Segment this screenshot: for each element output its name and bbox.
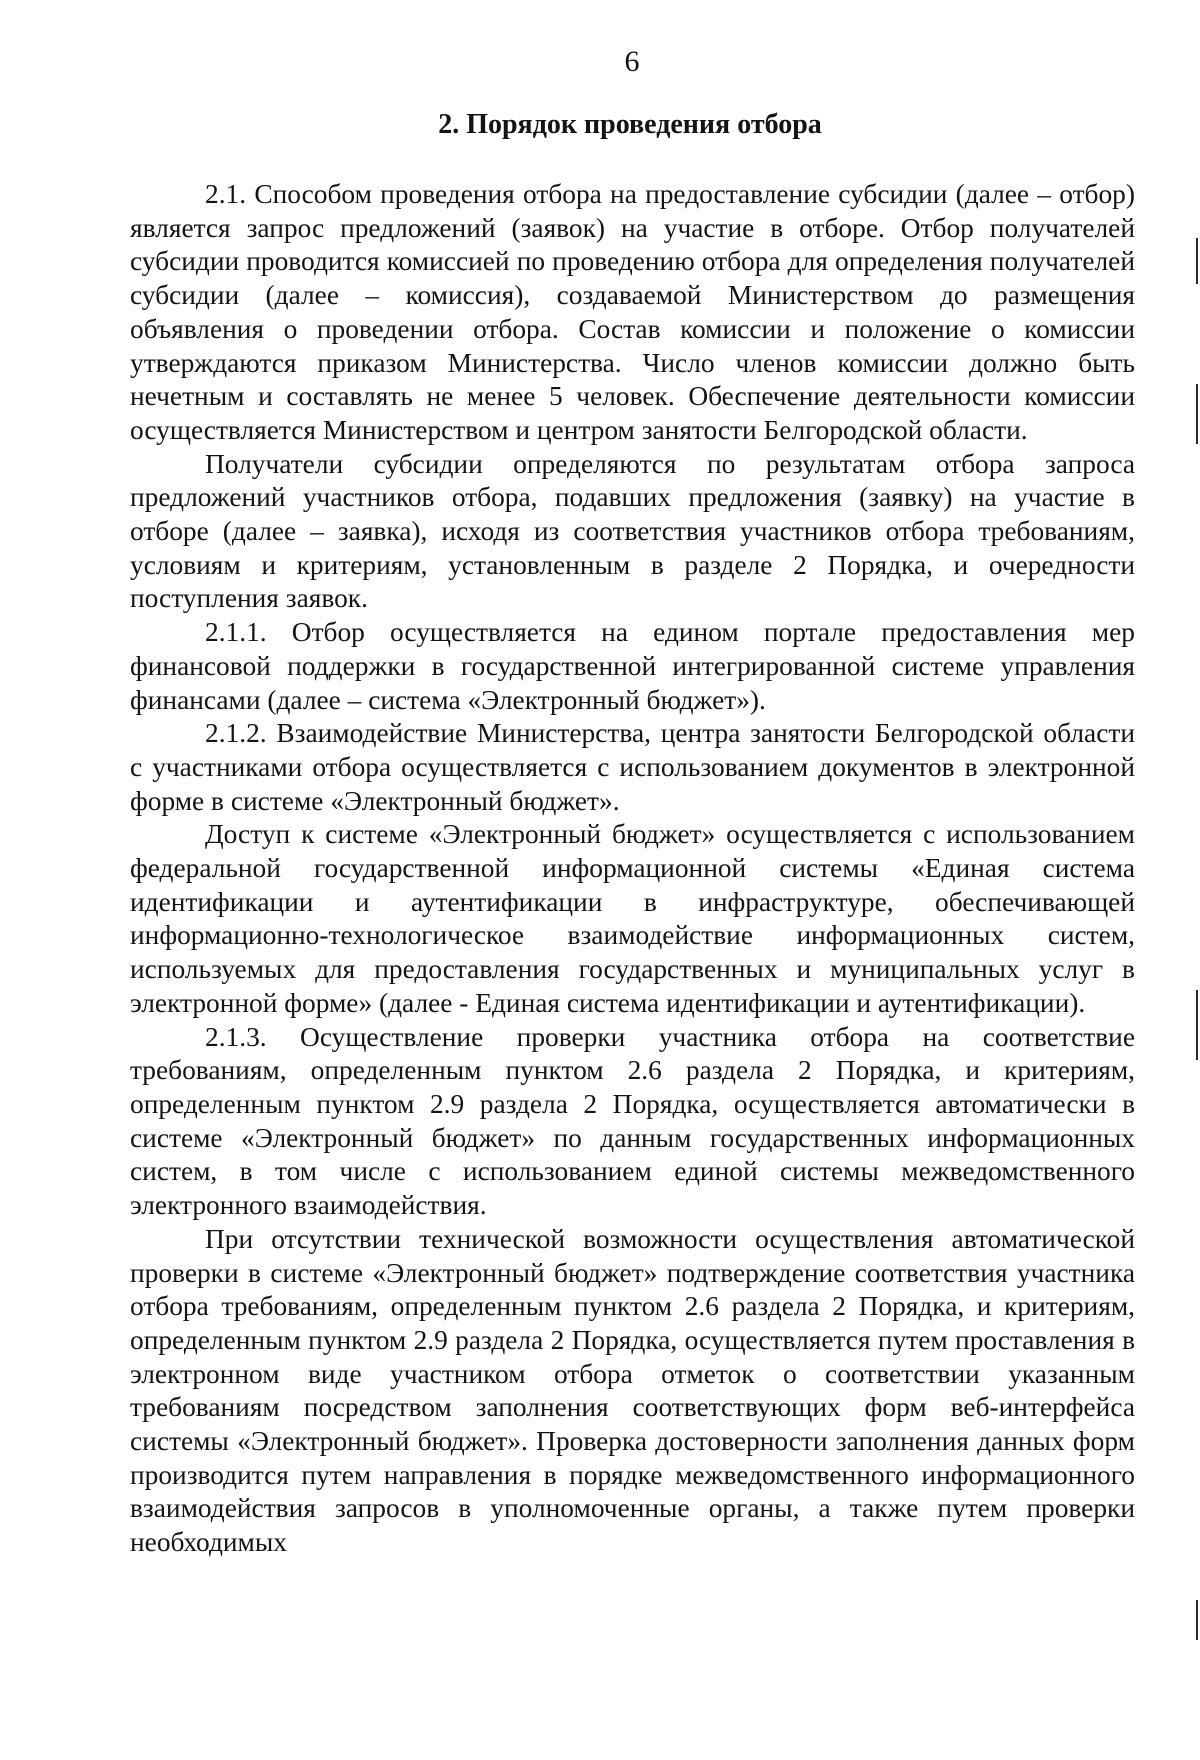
paragraph-access: Доступ к системе «Электронный бюджет» осуществляется с использованием федеральной государственной информационной системы «Единая система идентификации и аутентификации в инфраструктуре, обеспечивающей информационно-технологическое взаимодействие информационных систем, используемых для предоставления государственных и муниципальных услуг в электронной форме» (далее - Единая система идентификации и аутентификации). [130, 819, 1135, 1018]
document-body [130, 178, 1135, 1560]
scan-edge-mark [1196, 1600, 1198, 1640]
paragraph-2-1-1: 2.1.1. Отбор осуществляется на едином портале предоставления мер финансовой поддержки в государственной интегрированной системе управления финансами (далее – система «Электронный бюджет»). [130, 617, 1135, 715]
scan-edge-mark [1196, 238, 1198, 284]
paragraph-recipients: Получатели субсидии определяются по результатам отбора запроса предложений участников отбора, подавших предложения (заявку) на участие в отборе (далее – заявка), исходя из соответствия участников отбора требованиям, условиям и критериям, установленным в разделе 2 Порядка, и очередности поступления заявок. [130, 448, 1135, 614]
paragraph-2-1-2: 2.1.2. Взаимодействие Министерства, центра занятости Белгородской области с участниками отбора осуществляется с использованием документов в электронной форме в системе «Электронный бюджет». [130, 718, 1135, 816]
scan-edge-mark [1196, 384, 1198, 444]
section-heading: 2. Порядок проведения отбора [438, 109, 822, 140]
page-number: 6 [624, 45, 640, 78]
paragraph-2-1: 2.1. Способом проведения отбора на предоставление субсидии (далее – отбор) является запрос предложений (заявок) на участие в отборе. Отбор получателей субсидии проводится комиссией по проведению отбора для определения получателей субсидии (далее – комиссия), создаваемой Министерством до размещения объявления о проведении отбора. Состав комиссии и положение о комиссии утверждаются приказом Министерства. Число членов комиссии должно быть нечетным и составлять не менее 5 человек. Обеспечение деятельности комиссии осуществляется Министерством и центром занятости Белгородской области. [130, 179, 1135, 445]
paragraph-manual-check: При отсутствии технической возможности осуществления автоматической проверки в системе «Электронный бюджет» подтверждение соответствия участника отбора требованиям, определенным пунктом 2.6 раздела 2 Порядка, и критериям, определенным пунктом 2.9 раздела 2 Порядка, осуществляется путем проставления в электронном виде участником отбора отметок о соответствии указанным требованиям посредством заполнения соответствующих форм веб-интерфейса системы «Электронный бюджет». Проверка достоверности заполнения данных форм производится путем направления в порядке межведомственного информационного взаимодействия запросов в уполномоченные органы, а также путем проверки необходимых [130, 1223, 1135, 1558]
paragraph-2-1-3: 2.1.3. Осуществление проверки участника отбора на соответствие требованиям, определенным пунктом 2.6 раздела 2 Порядка, и критериям, определенным пунктом 2.9 раздела 2 Порядка, осуществляется автоматически в системе «Электронный бюджет» по данным государственных информационных систем, в том числе с использованием единой системы межведомственного электронного взаимодействия. [130, 1021, 1135, 1221]
scan-edge-mark [1196, 990, 1198, 1060]
